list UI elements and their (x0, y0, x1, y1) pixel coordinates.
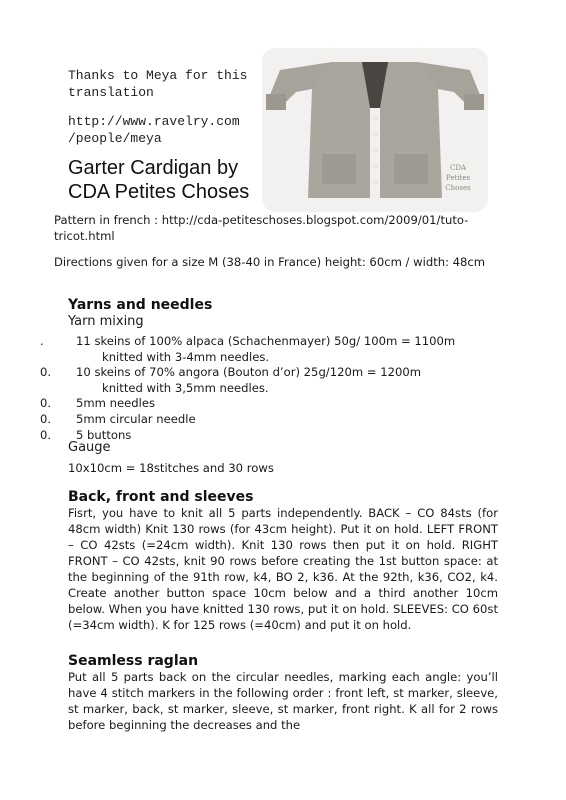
page-title: Garter Cardigan by CDA Petites Choses (68, 157, 250, 203)
list-continuation: knitted with 3-4mm needles. (102, 349, 270, 364)
yarn-mixing-label: Yarn mixing (68, 314, 144, 329)
pattern-link[interactable]: Pattern in french : http://cda-petiteschoses.blogspot.com/2009/01/tuto-tricot.html (54, 213, 469, 243)
yarns-heading: Yarns and needles (68, 297, 213, 313)
list-item (0, 396, 520, 412)
svg-text:CDA: CDA (449, 164, 467, 172)
list-text: 10 skeins of 70% angora (Bouton d’or) 25g/120m = 1200m (76, 365, 422, 380)
materials-list (0, 334, 520, 443)
list-text: 5mm circular needle (76, 411, 196, 426)
list-number: . (40, 334, 44, 348)
list-continuation: knitted with 3,5mm needles. (102, 380, 269, 395)
gauge-label: Gauge (68, 440, 111, 455)
svg-text:Petites: Petites (445, 174, 471, 182)
list-item (0, 412, 520, 428)
svg-text:Choses: Choses (445, 184, 471, 192)
list-text: 5 buttons (76, 427, 132, 442)
gauge-value: 10x10cm = 18stitches and 30 rows (68, 461, 274, 475)
list-number: 0. (40, 365, 52, 380)
list-text: 11 skeins of 100% alpaca (Schachenmayer) 50g/ 100m = 1100m (76, 334, 456, 348)
list-number: 0. (40, 396, 52, 411)
translation-credit: Thanks to Meya for this translation (68, 68, 248, 100)
list-item (0, 365, 520, 396)
ravelry-link[interactable]: http://www.ravelry.com /people/meya (68, 114, 240, 146)
back-front-text: Fisrt, you have to knit all 5 parts independently. BACK – CO 84sts (for 48cm width) Knit 130 rows (for 43cm height). Put it on hold. LEFT FRONT – CO 42sts (=24cm width). Knit 130 rows then put it on hold. RIGHT FRONT – CO 42sts, knit 90 rows before creating the 1st button space: at the beginning of the 91th row, k4, BO 2, k36. At the 92th, k36, CO2, k4. Create another button space 10cm below and a third another 10cm below. When you have knitted 130 rows, put it on hold. SLEEVES: CO 60st (=34cm width). K for 125 rows (=40cm) and put it on hold. (68, 506, 498, 632)
size-directions: Directions given for a size M (38-40 in France) height: 60cm / width: 48cm (54, 255, 486, 269)
list-item (0, 334, 520, 365)
raglan-text: Put all 5 parts back on the circular needles, marking each angle: you’ll have 4 stitch markers in the following order : front left, st marker, sleeve, st marker, back, st marker, sleeve, st marker, front right. K all for 2 rows before beginning the decreases and the (68, 670, 498, 732)
raglan-heading: Seamless raglan (68, 653, 199, 669)
list-number: 0. (40, 411, 52, 426)
back-front-heading: Back, front and sleeves (68, 489, 254, 505)
list-number: 0. (40, 427, 52, 442)
cardigan-photo (262, 48, 488, 212)
list-text: 5mm needles (76, 396, 156, 411)
